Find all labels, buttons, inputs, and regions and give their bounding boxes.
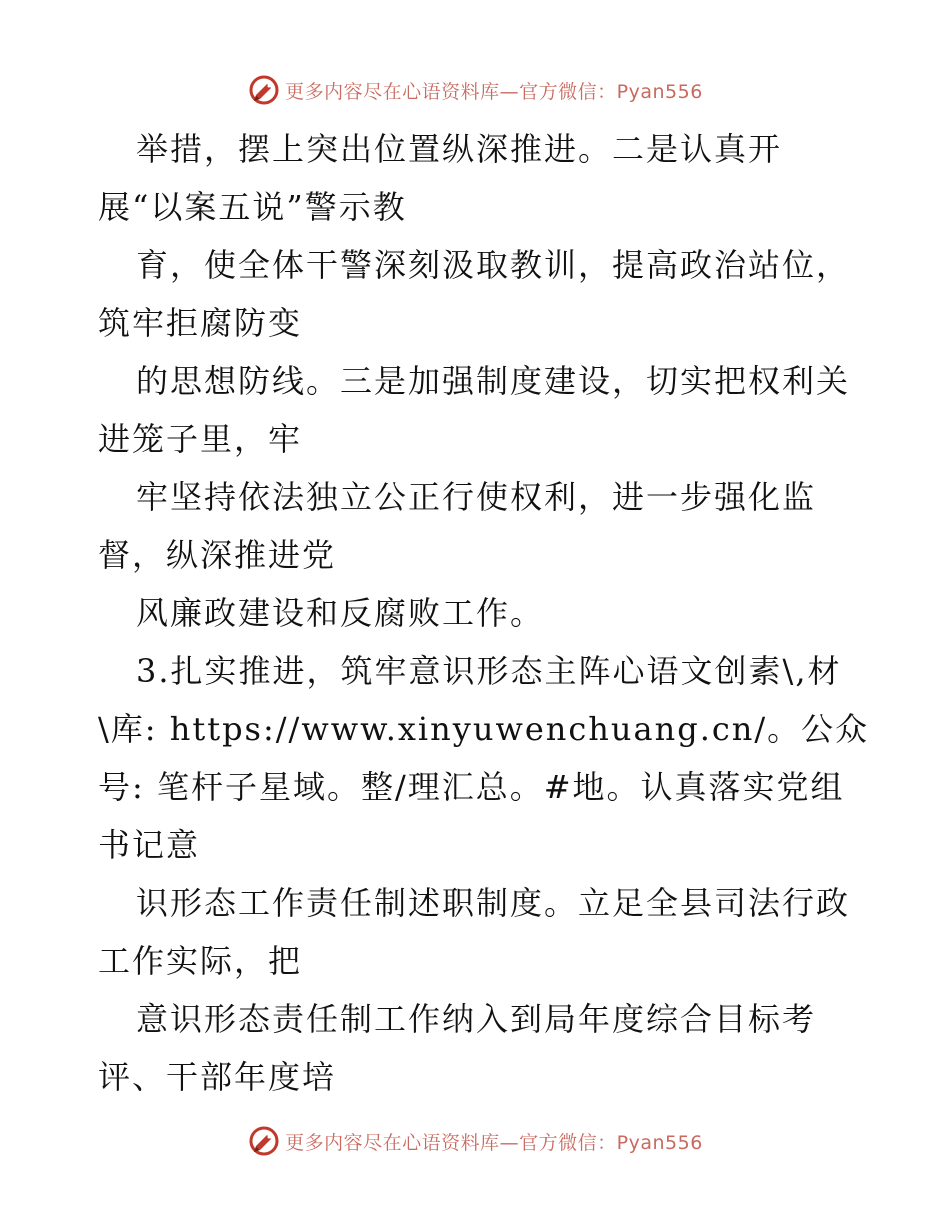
footer-banner-text: 更多内容尽在心语资料库—官方微信：Pyan556 <box>285 1131 703 1154</box>
body-line: 书记意 <box>98 826 201 864</box>
body-line: 评、干部年度培 <box>98 1058 337 1096</box>
body-line: 号: 笔杆子星域。整/理汇总。#地。认真落实党组 <box>98 768 845 806</box>
pen-logo-icon <box>247 73 281 107</box>
body-line: 的思想防线。三是加强制度建设，切实把权利关 <box>136 362 851 400</box>
body-line: 举措，摆上突出位置纵深推进。二是认真开 <box>136 130 783 168</box>
body-line: 意识形态责任制工作纳入到局年度综合目标考 <box>136 1000 817 1038</box>
body-line: 进笼子里，牢 <box>98 420 303 458</box>
body-line: 展“以案五说”警示教 <box>98 188 407 226</box>
body-line: 牢坚持依法独立公正行使权利，进一步强化监 <box>136 478 817 516</box>
body-line: 风廉政建设和反腐败工作。 <box>136 594 545 632</box>
header-watermark-banner <box>0 70 950 110</box>
body-line: 识形态工作责任制述职制度。立足全县司法行政 <box>136 884 851 922</box>
body-line: 3.扎实推进，筑牢意识形态主阵心语文创素\,材 <box>136 652 842 690</box>
body-line: 筑牢拒腐防变 <box>98 304 303 342</box>
body-line: \库: https://www.xinyuwenchuang.cn/。公众 <box>98 710 870 748</box>
body-line: 育，使全体干警深刻汲取教训，提高政治站位， <box>136 246 851 284</box>
document-body <box>98 120 870 1106</box>
footer-watermark-banner <box>0 1121 950 1161</box>
body-line: 工作实际，把 <box>98 942 303 980</box>
body-line: 督，纵深推进党 <box>98 536 337 574</box>
pen-logo-icon <box>247 1124 281 1158</box>
header-banner-text: 更多内容尽在心语资料库—官方微信：Pyan556 <box>285 80 703 103</box>
